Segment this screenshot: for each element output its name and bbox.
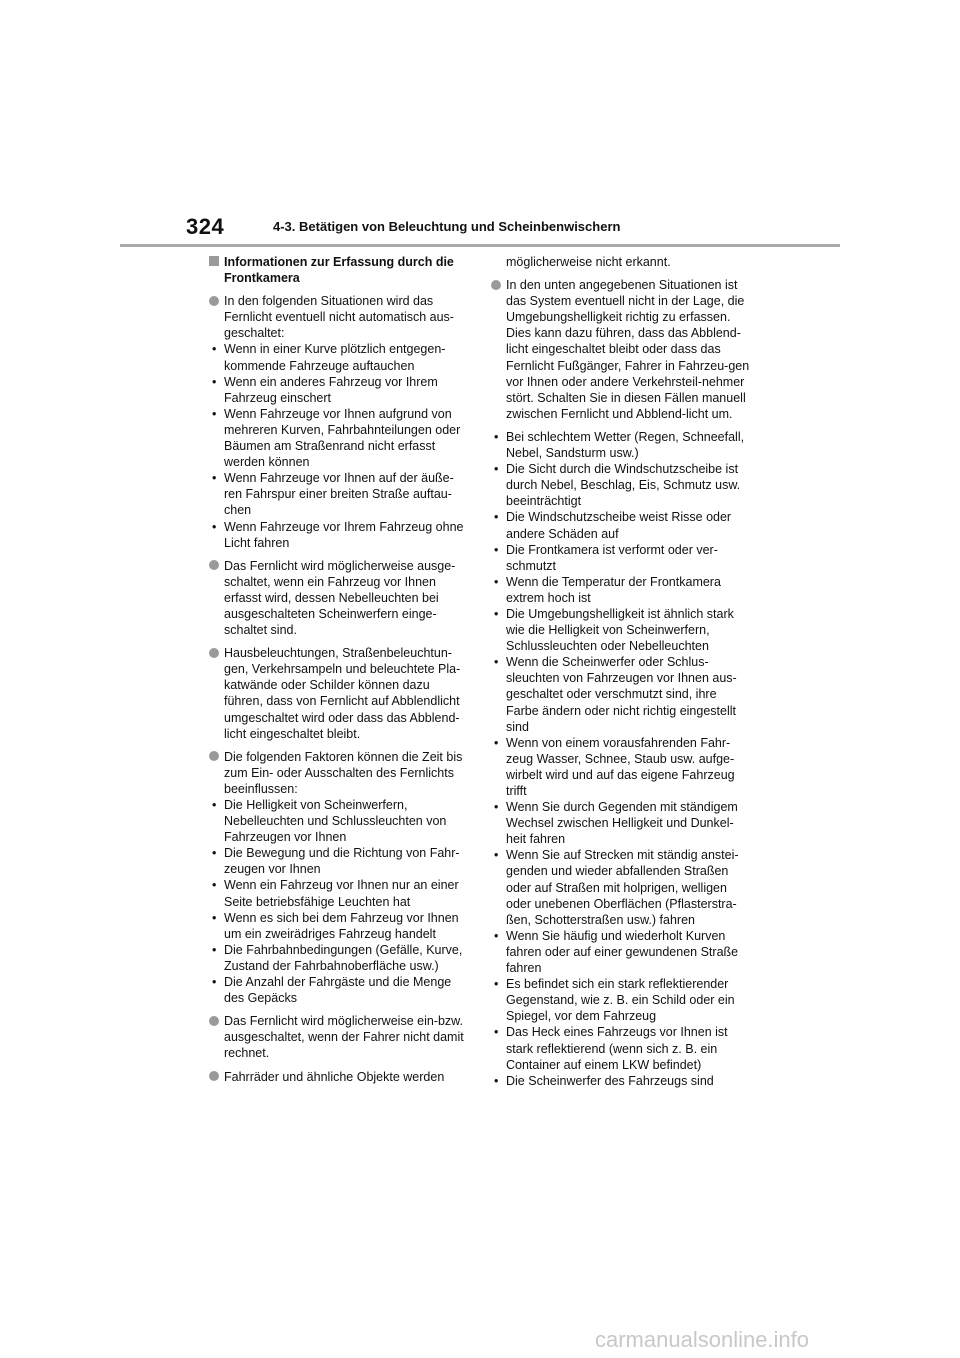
paragraph-text: Die folgenden Faktoren können die Zeit bis zum Ein- oder Ausschalten des Fernlichts beeinflussen: [224,749,463,796]
bullet-item: • Wenn Fahrzeuge vor Ihnen auf der äuße-ren Fahrspur einer breiten Straße auftau-chen [209,470,469,518]
bullet-item: • Bei schlechtem Wetter (Regen, Schneefall, Nebel, Sandsturm usw.) [491,429,751,461]
bullet-item: • Die Frontkamera ist verformt oder ver-schmutzt [491,542,751,574]
bullet-item: • Die Umgebungshelligkeit ist ähnlich stark wie die Helligkeit von Scheinwerfern, Schlussleuchten oder Nebelleuchten [491,606,751,654]
paragraph-text: Hausbeleuchtungen, Straßenbeleuchtun-gen, Verkehrsampeln und beleuchtete Pla-katwände oder Schilder können dazu führen, dass von Fernlicht auf Abblendlicht umgeschaltet wird oder dass das Abblend-licht eingeschaltet bleibt. [224,646,461,741]
circle-bullet-icon [209,648,219,658]
circle-bullet-icon [209,1071,219,1081]
square-bullet-icon [209,256,219,266]
paragraph-text: Das Fernlicht wird möglicherweise ein-bzw. ausgeschaltet, wenn der Fahrer nicht damit rechnet. [224,1014,464,1061]
right-bullet-list [491,429,751,1089]
watermark: carmanualsonline.info [595,1327,810,1352]
right-column [491,254,751,1089]
bullet-item: • Wenn von einem vorausfahrenden Fahr-zeug Wasser, Schnee, Staub usw. aufge-wirbelt wird und auf das eigene Fahrzeug trifft [491,735,751,799]
page-number: 324 [186,214,225,239]
left-column [209,254,469,1092]
bullet-item: • Die Bewegung und die Richtung von Fahr-zeugen vor Ihnen [209,845,469,877]
bullet-list [209,797,469,1006]
bullet-item: • Wenn ein Fahrzeug vor Ihnen nur an einer Seite betriebsfähige Leuchten hat [209,877,469,909]
bullet-item: • Wenn die Temperatur der Frontkamera extrem hoch ist [491,574,751,606]
circle-bullet-icon [491,280,501,290]
circle-bullet-icon [209,751,219,761]
bullet-item: • Das Heck eines Fahrzeugs vor Ihnen ist stark reflektierend (wenn sich z. B. ein Container auf einem LKW befindet) [491,1024,751,1072]
bullet-list [209,341,469,550]
circle-bullet-icon [209,560,219,570]
continued-text: möglicherweise nicht erkannt. [506,255,671,269]
paragraph-text: Das Fernlicht wird möglicherweise ausge-schaltet, wenn ein Fahrzeug vor Ihnen erfasst wird, dessen Nebelleuchten bei ausgeschalteten Scheinwerfern einge-schaltet sind. [224,558,456,638]
bullet-item: • Die Fahrbahnbedingungen (Gefälle, Kurve, Zustand der Fahrbahnoberfläche usw.) [209,942,469,974]
paragraph-item [209,558,469,638]
bullet-item: • Die Sicht durch die Windschutzscheibe ist durch Nebel, Beschlag, Eis, Schmutz usw. beeinträchtigt [491,461,751,509]
circle-bullet-icon [209,1016,219,1026]
header-divider [120,244,840,247]
bullet-item: • Die Anzahl der Fahrgäste und die Menge des Gepäcks [209,974,469,1006]
paragraph-text: Fahrräder und ähnliche Objekte werden [224,1069,445,1084]
paragraph-item [209,1013,469,1061]
bullet-item: • Wenn Fahrzeuge vor Ihrem Fahrzeug ohne Licht fahren [209,519,469,551]
paragraph-item [209,293,469,551]
bullet-item: • Die Windschutzscheibe weist Risse oder andere Schäden auf [491,509,751,541]
bullet-item: • Wenn in einer Kurve plötzlich entgegen-kommende Fahrzeuge auftauchen [209,341,469,373]
left-item-list [209,293,469,1084]
bullet-item: • Wenn es sich bei dem Fahrzeug vor Ihnen um ein zweirädriges Fahrzeug handelt [209,910,469,942]
paragraph-item [209,645,469,742]
paragraph-item [209,1069,469,1085]
section-heading: Informationen zur Erfassung durch die Frontkamera [224,255,454,286]
section-title: 4-3. Betätigen von Beleuchtung und Scheinbenwischern [273,219,621,234]
paragraph-item [491,277,751,422]
bullet-item: • Wenn die Scheinwerfer oder Schlus-sleuchten von Fahrzeugen vor Ihnen aus-geschaltet oder verschmutzt sind, ihre Farbe ändern oder nicht richtig eingestellt sind [491,654,751,734]
paragraph-text: In den folgenden Situationen wird das Fernlicht eventuell nicht automatisch aus-geschaltet: [224,294,454,341]
bullet-item: • Die Scheinwerfer des Fahrzeugs sind [491,1073,751,1089]
paragraph-item [209,749,469,1007]
bullet-item: • Wenn Sie durch Gegenden mit ständigem Wechsel zwischen Helligkeit und Dunkel-heit fahren [491,799,751,847]
circle-bullet-icon [209,296,219,306]
bullet-item: • Wenn Sie auf Strecken mit ständig anstei-genden und wieder abfallenden Straßen oder auf Straßen mit holprigen, welligen oder unebenen Oberflächen (Pflasterstra-ßen, Schotterstraßen usw.) fahren [491,847,751,927]
section-heading-block [209,254,469,286]
bullet-item: • Es befindet sich ein stark reflektierender Gegenstand, wie z. B. ein Schild oder ein Spiegel, vor dem Fahrzeug [491,976,751,1024]
bullet-item: • Wenn ein anderes Fahrzeug vor Ihrem Fahrzeug einschert [209,374,469,406]
bullet-item: • Wenn Sie häufig und wiederholt Kurven fahren oder auf einer gewundenen Straße fahren [491,928,751,976]
bullet-item: • Die Helligkeit von Scheinwerfern, Nebelleuchten und Schlussleuchten von Fahrzeugen vor Ihnen [209,797,469,845]
paragraph-text: In den unten angegebenen Situationen ist das System eventuell nicht in der Lage, die Umgebungshelligkeit richtig zu erfassen. Dies kann dazu führen, dass das Abblend-licht eingeschaltet bleibt oder dass das Fernlicht Fußgänger, Fahrer in Fahrzeu-gen vor Ihnen oder andere Verkehrsteil-nehmer stört. Schalten Sie in diesen Fällen manuell zwischen Fernlicht und Abblend-licht um. [506,278,750,421]
bullet-item: • Wenn Fahrzeuge vor Ihnen aufgrund von mehreren Kurven, Fahrbahnteilungen oder Bäumen am Straßenrand nicht erfasst werden können [209,406,469,470]
